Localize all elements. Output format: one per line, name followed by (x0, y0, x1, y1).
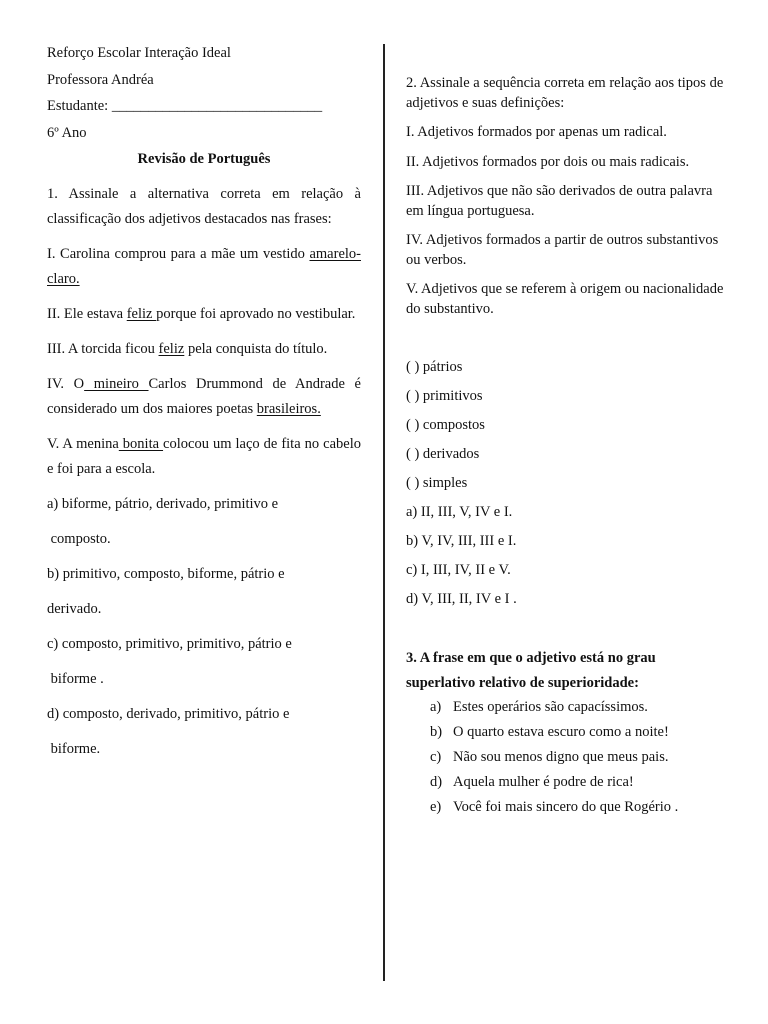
q1-option-c-line2: biforme . (47, 671, 104, 687)
q1-sentence-5: V. A menina bonita colocou um laço de fita no cabelo e foi para a escola. (47, 436, 361, 477)
q2-option-a: a) II, III, V, IV e I. (406, 504, 513, 520)
q2-blank-item: ( ) pátrios (406, 359, 463, 375)
question-2-intro: 2. Assinale a sequência correta em relação aos tipos de adjetivos e suas definições: (406, 75, 724, 111)
q2-option-c: c) I, III, IV, II e V. (406, 562, 511, 578)
q2-definition-2: II. Adjetivos formados por dois ou mais radicais. (406, 153, 690, 170)
q1-sentence-1: I. Carolina comprou para a mãe um vestido amarelo-claro. (47, 246, 361, 287)
list-item: d) Aquela mulher é podre de rica! (430, 774, 634, 790)
underlined-adjective: feliz (158, 341, 185, 357)
q1-option-b-line1: b) primitivo, composto, biforme, pátrio e (47, 566, 285, 582)
q1-option-d-line1: d) composto, derivado, primitivo, pátrio e (47, 706, 290, 722)
underlined-adjective: bonita (118, 436, 164, 452)
question-1-intro: 1. Assinale a alternativa correta em relação à classificação dos adjetivos destacados nas frases: (47, 186, 361, 227)
question-3-title-line2: superlativo relativo de superioridade: (406, 675, 639, 691)
student-field: Estudante: _____________________________ (47, 98, 323, 114)
q1-option-b-line2: derivado. (47, 601, 102, 617)
q1-sentence-3: III. A torcida ficou feliz pela conquista do título. (47, 341, 328, 357)
q2-definition-5: V. Adjetivos que se referem à origem ou nacionalidade do substantivo. (406, 281, 724, 317)
grade: 6º Ano (47, 124, 87, 141)
left-column (47, 40, 361, 772)
list-item: a) Estes operários são capacíssimos. (430, 699, 648, 715)
q1-option-a-line1: a) biforme, pátrio, derivado, primitivo e (47, 496, 279, 512)
question-3 (406, 646, 726, 820)
q2-option-d: d) V, III, II, IV e I . (406, 591, 517, 607)
page-title: Revisão de Português (137, 151, 271, 167)
column-divider (383, 44, 385, 981)
underlined-adjective: amarelo-claro. (47, 246, 361, 287)
q1-option-d-line2: biforme. (47, 741, 101, 757)
school-name: Reforço Escolar Interação Ideal (47, 45, 231, 61)
underlined-adjective: feliz (126, 306, 157, 322)
q3-options-list (406, 695, 726, 820)
q2-definition-1: I. Adjetivos formados por apenas um radical. (406, 124, 667, 140)
q2-option-b: b) V, IV, III, III e I. (406, 533, 517, 549)
list-item: b) O quarto estava escuro como a noite! (430, 724, 669, 740)
q1-options (47, 492, 361, 772)
right-column (406, 74, 726, 820)
q2-blank-item: ( ) simples (406, 475, 468, 491)
q2-blank-item: ( ) compostos (406, 417, 485, 433)
q1-sentence-4: IV. O mineiro Carlos Drummond de Andrade é considerado um dos maiores poetas brasileiros. (47, 376, 361, 417)
q1-sentence-2: II. Ele estava feliz porque foi aprovado no vestibular. (47, 306, 356, 322)
q2-blanks (406, 353, 726, 614)
question-3-title-line1: 3. A frase em que o adjetivo está no grau (406, 650, 656, 666)
list-item: c) Não sou menos digno que meus pais. (430, 749, 669, 765)
q2-blank-item: ( ) derivados (406, 446, 480, 462)
q1-option-c-line1: c) composto, primitivo, primitivo, pátrio e (47, 636, 292, 652)
list-item: e) Você foi mais sincero do que Rogério . (430, 799, 679, 815)
q2-blank-item: ( ) primitivos (406, 388, 483, 404)
q2-definition-3: III. Adjetivos que não são derivados de outra palavra em língua portuguesa. (406, 183, 713, 219)
q2-definition-4: IV. Adjetivos formados a partir de outros substantivos ou verbos. (406, 232, 719, 268)
underlined-adjective: mineiro (84, 376, 149, 392)
underlined-adjective: brasileiros. (256, 401, 321, 417)
q1-option-a-line2: composto. (47, 531, 111, 547)
teacher-name: Professora Andréa (47, 71, 154, 88)
